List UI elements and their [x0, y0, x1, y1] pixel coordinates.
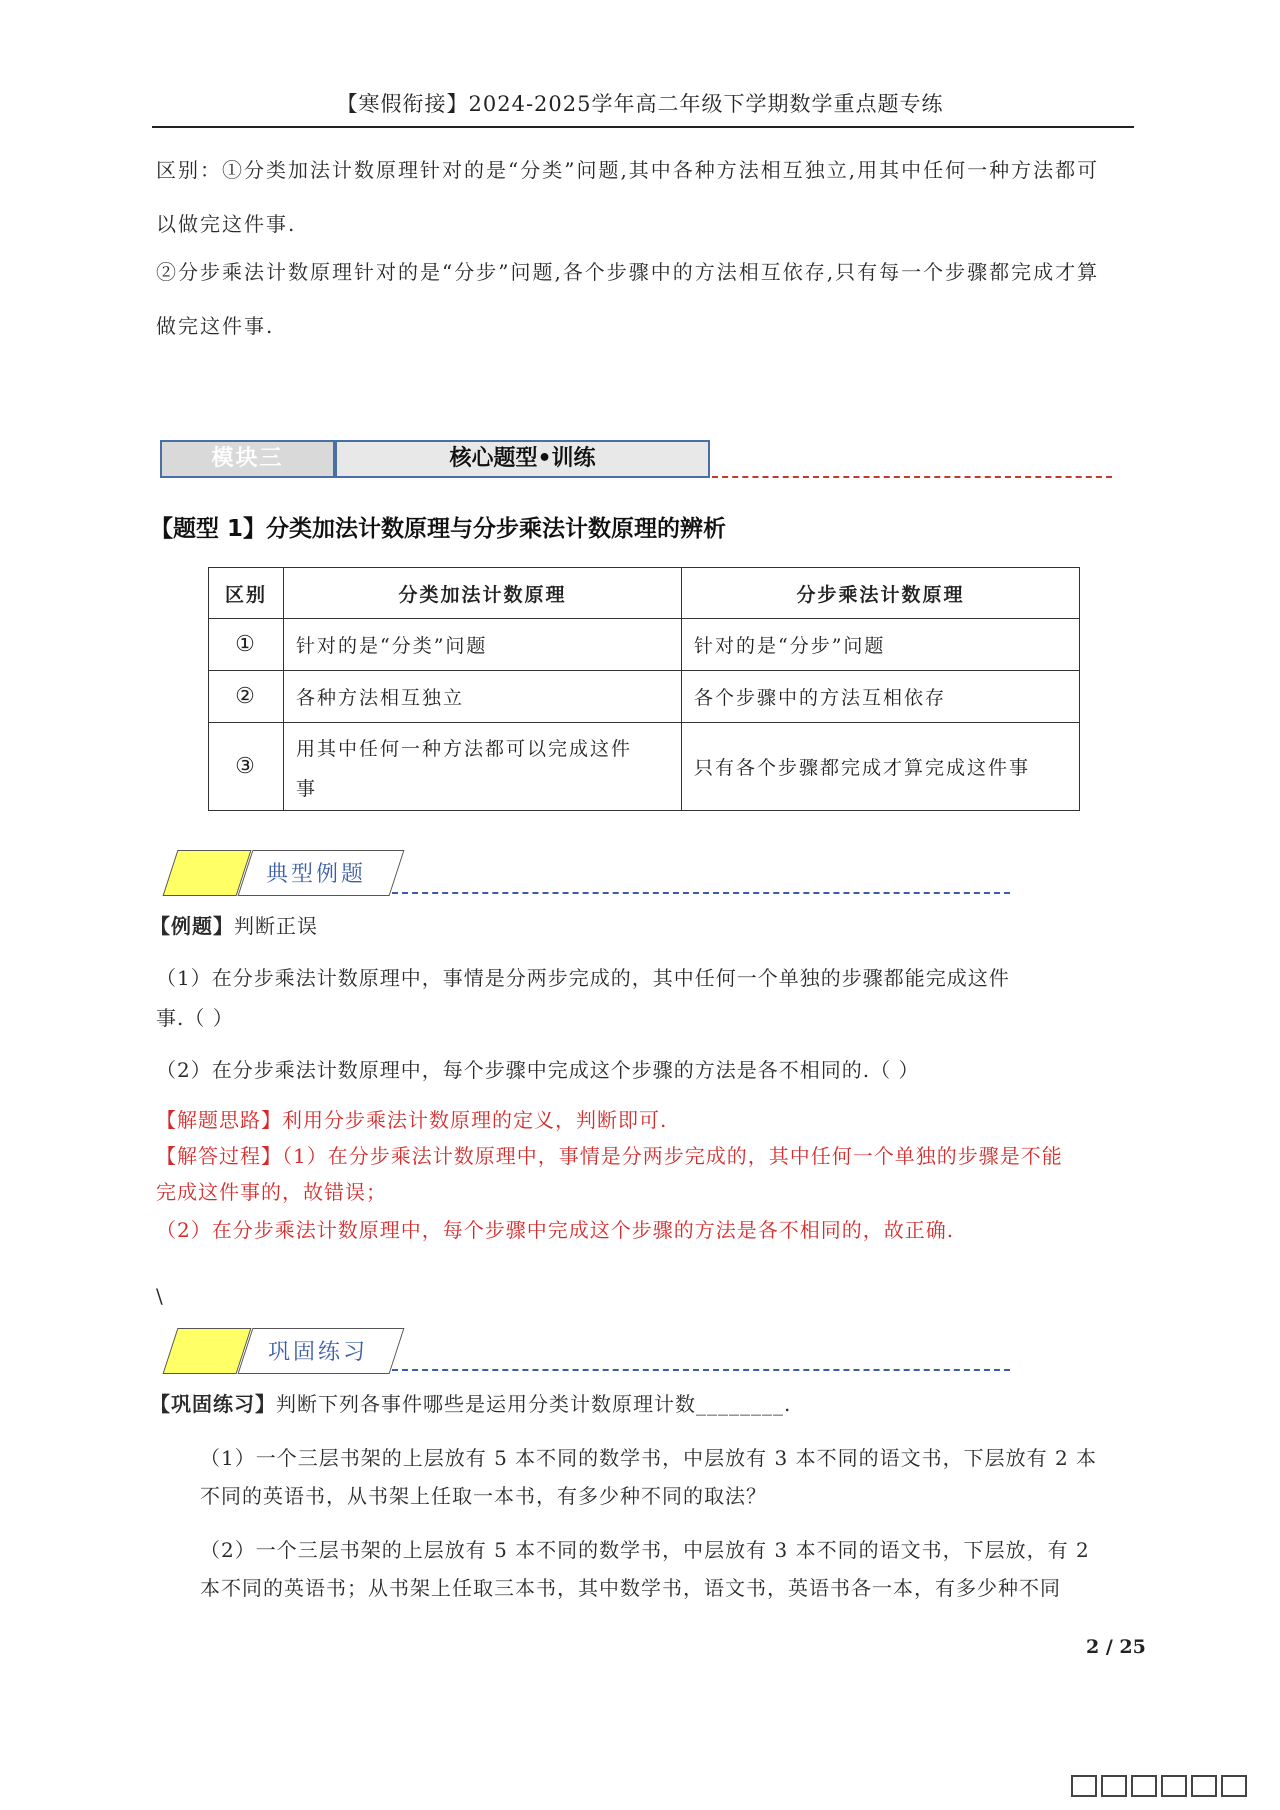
intro-line-1: 区别：①分类加法计数原理针对的是“分类”问题,其中各种方法相互独立,用其中任何一种方法都可	[156, 158, 1100, 182]
table-row	[209, 723, 1080, 811]
module-title: 核心题型•训练	[335, 440, 710, 478]
mul-principle-cell: 只有各个步骤都完成才算完成这件事	[682, 723, 1080, 811]
add-principle-cell: 用其中任何一种方法都可以完成这件 事	[284, 723, 682, 811]
table-row	[209, 619, 1080, 671]
practice-item-1: （1）一个三层书架的上层放有 5 本不同的数学书，中层放有 3 本不同的语文书，下层放有 2 本	[200, 1446, 1098, 1470]
table-row	[209, 671, 1080, 723]
example-question-1: （1）在分步乘法计数原理中，事情是分两步完成的，其中任何一个单独的步骤都能完成这件	[156, 966, 1010, 990]
solution-idea: 【解题思路】利用分步乘法计数原理的定义，判断即可.	[156, 1108, 668, 1132]
table-header: 分步乘法计数原理	[682, 568, 1080, 619]
example-question-2: （2）在分步乘法计数原理中，每个步骤中完成这个步骤的方法是各不相同的.（ ）	[156, 1058, 920, 1082]
solution-process-cont: 完成这件事的，故错误；	[156, 1180, 387, 1204]
practice-divider	[392, 1369, 1010, 1371]
practice-item-1-cont: 不同的英语书，从书架上任取一本书，有多少种不同的取法？	[200, 1484, 767, 1508]
example-divider	[392, 892, 1010, 894]
row-number: ②	[209, 671, 284, 723]
practice-heading: 【巩固练习】判断下列各事件哪些是运用分类计数原理计数________.	[150, 1392, 792, 1416]
mul-principle-cell: 针对的是“分步”问题	[682, 619, 1080, 671]
comparison-table	[208, 567, 1080, 811]
practice-item-2-cont: 本不同的英语书；从书架上任取三本书，其中数学书，语文书，英语书各一本，有多少种不同	[200, 1576, 1061, 1600]
example-question-1-cont: 事.（ ）	[156, 1006, 234, 1030]
type-title: 【题型 1】分类加法计数原理与分步乘法计数原理的辨析	[150, 516, 727, 542]
add-principle-cell: 各种方法相互独立	[284, 671, 682, 723]
intro-line-4: 做完这件事.	[156, 314, 275, 338]
stray-mark: \	[156, 1284, 165, 1308]
solution-process: 【解答过程】（1）在分步乘法计数原理中，事情是分两步完成的，其中任何一个单独的步骤是不能	[156, 1144, 1063, 1168]
mul-principle-cell: 各个步骤中的方法互相依存	[682, 671, 1080, 723]
row-number: ③	[209, 723, 284, 811]
module-divider	[712, 476, 1112, 478]
intro-line-2: 以做完这件事.	[156, 212, 297, 236]
practice-tag: 巩固练习	[268, 1340, 369, 1365]
solution-process-2: （2）在分步乘法计数原理中，每个步骤中完成这个步骤的方法是各不相同的，故正确.	[156, 1218, 955, 1242]
practice-item-2: （2）一个三层书架的上层放有 5 本不同的数学书，中层放有 3 本不同的语文书，下层放，有 2	[200, 1538, 1090, 1562]
document-header: 【寒假衔接】2024-2025学年高二年级下学期数学重点题专练	[336, 92, 944, 116]
add-principle-cell: 针对的是“分类”问题	[284, 619, 682, 671]
table-header: 区别	[209, 568, 284, 619]
intro-line-3: ②分步乘法计数原理针对的是“分步”问题,各个步骤中的方法相互依存,只有每一个步骤都完成才算	[156, 260, 1100, 284]
table-header: 分类加法计数原理	[284, 568, 682, 619]
practice-tag-swatch	[163, 1328, 252, 1374]
page-number: 2 / 25	[1086, 1636, 1146, 1658]
example-tag: 典型例题	[266, 862, 367, 887]
header-rule	[152, 126, 1134, 128]
module-label: 模块三	[160, 440, 335, 478]
example-tag-swatch	[163, 850, 252, 896]
row-number: ①	[209, 619, 284, 671]
rectangles-icon	[1070, 1772, 1260, 1800]
example-heading: 【例题】判断正误	[150, 914, 318, 938]
